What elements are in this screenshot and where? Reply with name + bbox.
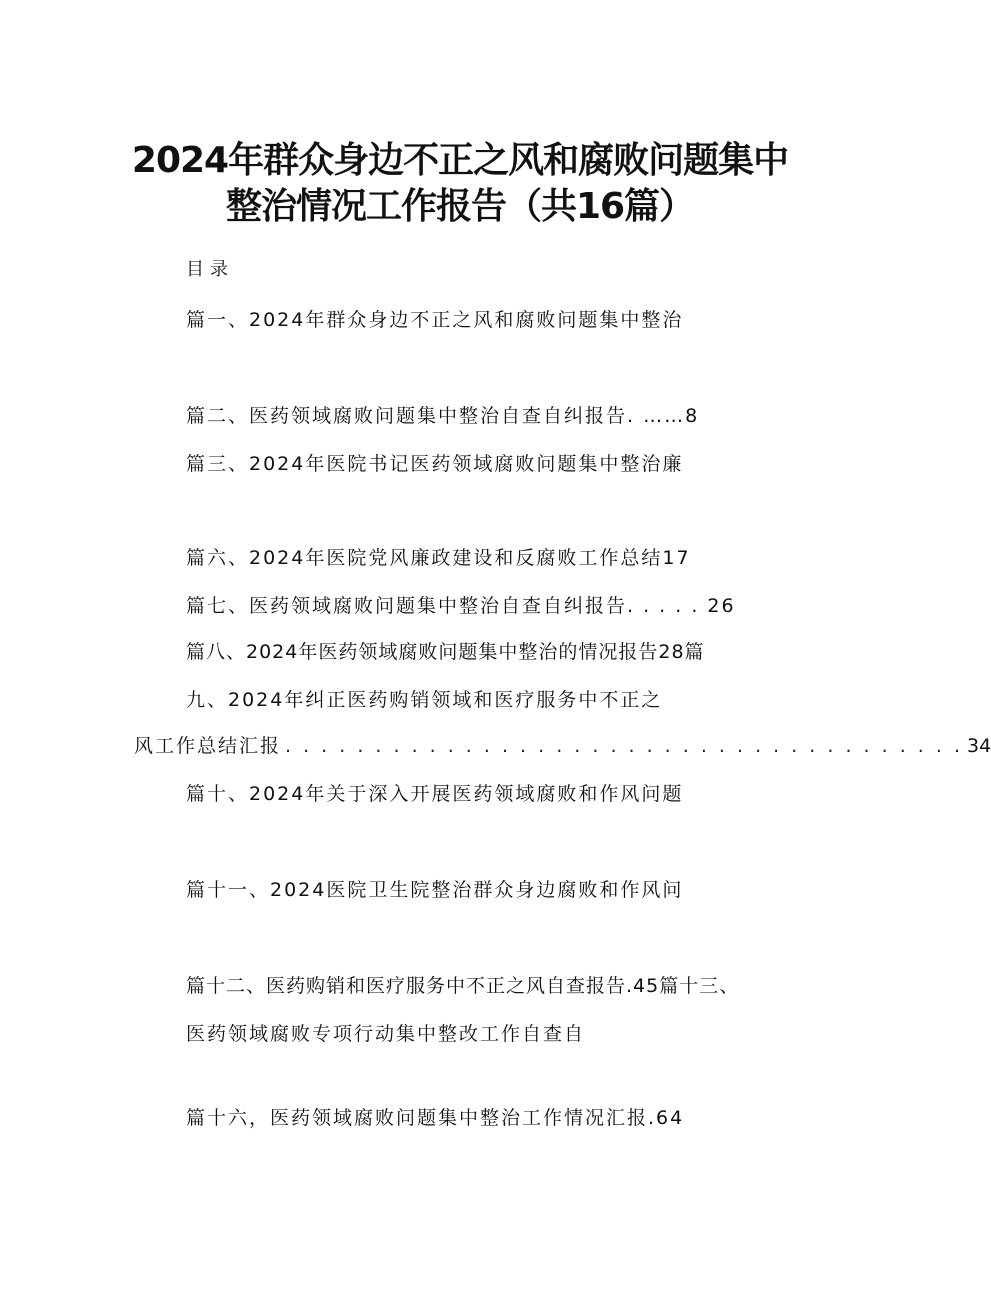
toc-entry-1: 篇一、2024年群众身边不正之风和腐败问题集中整治	[186, 309, 684, 331]
document-title-line2: 整治情况工作报告（共16篇）	[225, 186, 695, 227]
toc-entry-9: 九、2024年纠正医药购销领域和医疗服务中不正之	[186, 689, 663, 711]
toc-heading: 目录	[186, 259, 234, 280]
toc-entry-2: 篇二、医药领域腐败问题集中整治自查自纠报告. ……8	[186, 405, 700, 427]
toc-entry-11: 篇十一、2024医院卫生院整治群众身边腐败和作风问	[186, 879, 684, 901]
toc-entry-9-text: 风工作总结汇报	[134, 735, 282, 757]
toc-entry-13: 医药领域腐败专项行动集中整改工作自查自	[186, 1023, 586, 1045]
toc-entry-16: 篇十六，医药领域腐败问题集中整治工作情况汇报.64	[186, 1107, 685, 1129]
toc-entry-10: 篇十、2024年关于深入开展医药领域腐败和作风问题	[186, 783, 684, 805]
toc-entry-6: 篇六、2024年医院党风廉政建设和反腐败工作总结17	[186, 547, 691, 569]
toc-entry-8: 篇八、2024年医药领域腐败问题集中整治的情况报告28篇	[186, 641, 705, 663]
toc-entry-7: 篇七、医药领域腐败问题集中整治自查自纠报告. . . . . 26	[186, 595, 736, 617]
toc-entry-9-page: 34	[966, 735, 991, 757]
toc-entry-9-continuation	[134, 731, 991, 759]
toc-entry-12: 篇十二、医药购销和医疗服务中不正之风自查报告.45篇十三、	[186, 975, 740, 997]
dot-leader: . . . . . . . . . . . . . . . . . . . . . . . . . . . . . . . . . . . . . .	[285, 735, 963, 757]
document-title-line1: 2024年群众身边不正之风和腐败问题集中	[131, 140, 789, 181]
toc-entry-3: 篇三、2024年医院书记医药领域腐败问题集中整治廉	[186, 453, 684, 475]
